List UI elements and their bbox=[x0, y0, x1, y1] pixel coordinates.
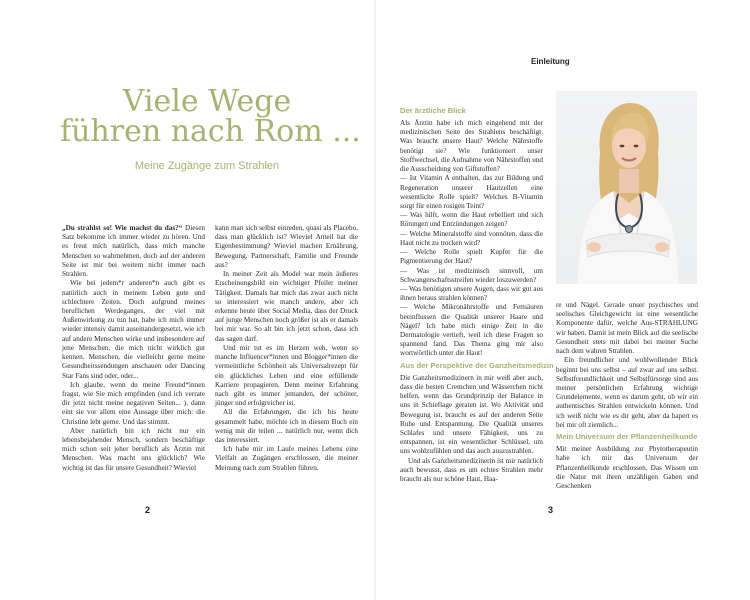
paragraph: Ich habe mir im Laufe meines Lebens eine Vielfalt an Zugängen erschlossen, die meiner Meinung nach zum Strahlen führen. bbox=[215, 445, 358, 472]
right-page-column-2 bbox=[556, 301, 698, 517]
left-page-column-2 bbox=[215, 224, 358, 472]
right-page-column-1 bbox=[400, 106, 554, 516]
paragraph: kann man sich selbst einreden, quasi als Placebo, dass man glücklich ist? Wieviel Anteil hat die Eigenbestimmung? Wieviel machen Ernährung, Bewegung, Partnerschaft, Familie und Freunde aus? bbox=[215, 224, 358, 269]
paragraph: Die Ganzheitsmedizinern in mir weiß aber auch, dass die besten Cremchen und Wässerchen nicht helfen, wenn das Grundprinzip der Balance in uns in Schieflage geraten ist. Wo Aktivität und Bewegung ist, braucht es auf der anderen Seite Ruhe und Entspannung. Die Qualität unseres Schlafes und unsere Fähigkeit, uns zu entspannen, ist ein wesentlicher Schlüssel, um uns wohlzufühlen und das auch auszustrahlen. bbox=[400, 373, 543, 456]
chapter-title-line-2: führen nach Rom ... bbox=[60, 114, 361, 149]
paragraph bbox=[62, 224, 205, 279]
list-item: — Welche Rolle spielt Kupfer für die Pigmentierung der Haut? bbox=[400, 248, 543, 266]
paragraph-text: Diesen Satz bekomme ich immer wieder zu hören. Und es freut mich natürlich, dass mich manche Menschen so wahrnehmen, doch auf der anderen Seite ist mir bei weitem nicht immer nach Strahlen. bbox=[62, 224, 205, 279]
list-item: — Was ist medizinisch sinnvoll, um Schwangerschaftsstreifen wieder loszuwerden? bbox=[400, 266, 543, 284]
paragraph: Wie bei jedem*r anderen*n auch gibt es natürlich auch in meinem Leben gute und schlechtere Zeiten. Doch aufgrund meines beruflichen Werdeganges, der viel mit Außenwirkung zu tun hat, habe ich mich immer wieder intensiv damit auseinandergesetzt, wie ich auf andere Menschen wirke und insbesondere auf jene Menschen, die mich nicht wirklich gut kennen. Menschen, die vielleicht gerne meine Gesundheitssendungen anschauen oder Dancing Star Fans sind oder, oder... bbox=[62, 279, 205, 380]
paragraph: re und Nägel. Gerade unser psychisches und seelisches Gleichgewicht ist eine wesentliche Komponente dafür, welche Aus-STRAHLUNG wir haben. Damit ist mein Blick auf die seelische Gesundheit stets mit dabei bei meiner Suche nach dem wahren Strahlen. bbox=[556, 301, 698, 356]
paragraph: Und mir tut es im Herzen weh, wenn so manche Influencer*innen und Blogger*innen die vermeintliche Schönheit als Universalrezept für ein glückliches Leben und eine erfüllende Karriere propagieren. Denn meiner Erfahrung nach gibt es immer jemanden, der schöner, jünger und erfolgreicher ist. bbox=[215, 343, 358, 408]
paragraph: Ich glaube, wenn du meine Freund*innen fragst, wie Sie mich empfinden (und ich verrate dir jetzt nicht meine negativen Seiten... ), dann eint sie vor allem eine Aussage über mich: die Christine lebt gerne. Und das stimmt. bbox=[62, 380, 205, 426]
list-item: — Welche Mikronährstoffe und Fettsäuren beeinflussen die Qualität unserer Haare und Nägel? Ich habe mich einige Zeit in die Dermatologie vertieft, weil ich diese Fragen so spannend fand. Das Thema ging mir also wortwörtlich unter die Haut! bbox=[400, 303, 543, 358]
page-number-left: 2 bbox=[145, 505, 151, 515]
running-head: Einleitung bbox=[531, 57, 570, 66]
left-page-column-1 bbox=[62, 224, 205, 472]
chapter-title bbox=[60, 84, 361, 149]
paragraph: All die Erfahrungen, die ich bis heute gesammelt habe, möchte ich in diesem Buch ein wenig mit dir teilen ... natürlich nur, wenn dich das interessiert. bbox=[215, 408, 358, 445]
section-heading: Aus der Perspektive der Ganzheitsmedizin bbox=[400, 360, 554, 370]
list-item: — Welche Mineralstoffe sind vonnöten, dass die Haut nicht zu trocken wird? bbox=[400, 229, 543, 247]
paragraph: Und als Ganzheitsmedizinerin ist mir natürlich auch bewusst, dass es um echtes Strahlen mehr braucht als nur schöne Haut, Haa- bbox=[400, 456, 543, 484]
section-heading: Der ärztliche Blick bbox=[400, 106, 466, 115]
list-item: — Was hilft, wenn die Haut rebelliert und sich Rötungen und Entzündungen zeigen? bbox=[400, 211, 543, 229]
opening-quote: „Du strahlst so! Wie machst du das?“ bbox=[62, 224, 183, 232]
list-item: — Ist Vitamin A enthalten, das zur Bildung und Regeneration unserer Hautzellen eine wesentliche Rolle spielt? Welches B-Vitamin sorgt für einen rosigen Teint? bbox=[400, 174, 543, 210]
page-number-right: 3 bbox=[548, 505, 554, 515]
paragraph: Ein freundlicher und wohlwollender Blick beginnt bei uns selbst – auf zwar auf uns selbst. Selbstfreundlichkeit und Selbstfürsorge sind aus meiner persönlichen Erfahrung wichtige Grundelemente, wenn es darum geht, ob wir ein authentisches Strahlen entwickeln können. Und ich weiß nicht wie es dir geht, aber da hapert es bei mir oft ziemlich... bbox=[556, 356, 698, 429]
chapter-title-line-1: Viele Wege bbox=[122, 84, 292, 119]
list-item: — Was benötigen unsere Augen, dass wir gut aus ihnen heraus strahlen können? bbox=[400, 284, 543, 303]
author-portrait-illustration bbox=[556, 91, 697, 284]
paragraph: In meiner Zeit als Model war mein äußeres Erscheinungsbild ein wichtiger Pfeiler meiner Tätigkeit. Damals hat mich das zwar auch nicht so interessiert wie manch andere, aber ich erkenne heute über Social Media, dass der Druck auf junge Menschen noch größer ist als er damals bei mir war. So alt bin ich jetzt schon, dass ich das sagen darf. bbox=[215, 270, 358, 343]
section-heading: Mein Universum der Pflanzenheilkunde bbox=[556, 432, 698, 442]
author-photo bbox=[556, 91, 697, 284]
paragraph: Aber natürlich bin ich nicht nur ein lebensbejahender Mensch, sondern beschäftige mich schon seit jeher beruflich als Ärztin mit Menschen. Was macht uns glücklich? Wie wichtig ist das für unsere Gesundheit? Wieviel bbox=[62, 426, 205, 472]
paragraph: Mit meiner Ausbildung zur Phytotherapeutin habe ich mir das Universum der Pflanzenheilkunde erschlossen. Das Wissen um die Natur mit ihren unzähligen Gaben und Geschenken bbox=[556, 445, 698, 490]
book-gutter bbox=[374, 0, 376, 600]
chapter-subtitle: Meine Zugänge zum Strahlen bbox=[134, 160, 280, 172]
paragraph: Als Ärztin habe ich mich eingehend mit der medizinischen Seite des Strahlens beschäftigt. Was braucht unsere Haut? Welche Nährstoffe benötigt sie? Wie funktioniert unser Stoffwechsel, die Aufnahme von Nährstoffen und die Ausscheidung von Giftstoffen? bbox=[400, 119, 543, 174]
